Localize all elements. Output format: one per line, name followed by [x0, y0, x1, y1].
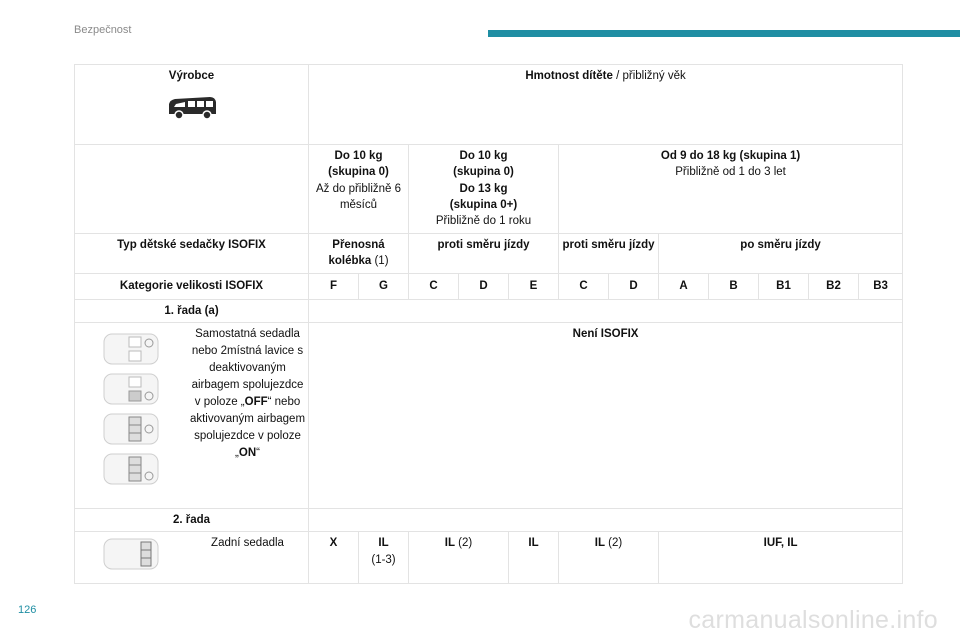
car-seat-diagram-icon	[103, 453, 159, 485]
size-class-cell: E	[509, 273, 559, 299]
group-0b-name: (skupina 0)	[453, 166, 514, 179]
empty-cell	[309, 508, 903, 531]
group-0a	[309, 145, 409, 234]
manufacturer-label: Výrobce	[168, 70, 215, 82]
row-2-desc-cell	[75, 532, 309, 584]
empty-cell	[75, 145, 309, 234]
row-1-seat-diagrams	[75, 323, 187, 485]
group-0a-weight: Do 10 kg	[334, 150, 383, 162]
row-2-e	[559, 532, 659, 584]
group-0a-age: Až do přibližně 6 měsíců	[315, 182, 402, 211]
row-1-value: Není ISOFIX	[309, 322, 903, 508]
group-0plus-name: (skupina 0+)	[449, 198, 518, 211]
weight-label: Hmotnost dítěte	[525, 70, 613, 82]
row-2-desc: Zadní sedadla	[211, 537, 284, 550]
size-class-cell: D	[459, 273, 509, 299]
car-seat-diagram-icon	[103, 413, 159, 445]
size-class-cell: D	[609, 273, 659, 299]
row-2-c-note: (2)	[454, 537, 473, 550]
rear-facing-b: proti směru jízdy	[559, 233, 659, 273]
rear-facing-a: proti směru jízdy	[409, 233, 559, 273]
size-class-cell: B1	[759, 273, 809, 299]
size-class-cell: A	[659, 273, 709, 299]
row-1-label: 1. řada (a)	[75, 299, 309, 322]
group-0a-name: (skupina 0)	[328, 166, 389, 179]
group-1	[559, 145, 903, 234]
size-class-cell: B2	[809, 273, 859, 299]
row-1-desc-text: Samostatná sedadla nebo 2místná lavice s deaktivovaným airbagem spolujezdce v poloze „	[191, 327, 304, 409]
page-number: 126	[18, 604, 37, 616]
row-2-g-value: IL	[378, 537, 389, 550]
row-2-e-note: (2)	[604, 537, 623, 550]
carrycot-cell	[309, 233, 409, 273]
size-class-cell: G	[359, 273, 409, 299]
group-0b-age: Přibližně do 1 roku	[435, 215, 532, 228]
empty-cell	[309, 299, 903, 322]
group-0plus-weight: Do 13 kg	[459, 182, 508, 195]
section-title: Bezpečnost	[74, 24, 132, 36]
rear-seat-diagram-icon	[103, 538, 159, 570]
car-seat-diagram-icon	[103, 333, 159, 365]
row-1-desc-cell	[75, 322, 309, 508]
manufacturer-cell	[75, 65, 309, 145]
weight-header	[309, 65, 903, 145]
row-2-label: 2. řada	[75, 508, 309, 531]
airbag-on-label: ON	[238, 447, 257, 460]
row-2-f: X	[309, 532, 359, 584]
carrycot-note: (1)	[371, 254, 389, 267]
group-1-age: Přibližně od 1 do 3 let	[675, 166, 786, 179]
size-class-label: Kategorie velikosti ISOFIX	[75, 273, 309, 299]
carrycot-label: Přenosná kolébka	[328, 238, 385, 267]
header-accent-bar	[488, 30, 960, 37]
row-2-c	[409, 532, 509, 584]
row-2-forward: IUF, IL	[659, 532, 903, 584]
airbag-off-label: OFF	[244, 396, 268, 409]
size-class-cell: B	[709, 273, 759, 299]
group-1-weight: Od 9 do 18 kg (skupina 1)	[660, 150, 801, 162]
seat-type-label: Typ dětské sedačky ISOFIX	[75, 233, 309, 273]
forward-facing: po směru jízdy	[659, 233, 903, 273]
size-class-cell: C	[409, 273, 459, 299]
isofix-table	[74, 64, 903, 584]
weight-age-label: / přibližný věk	[612, 70, 686, 82]
row-1-desc	[187, 323, 308, 465]
van-icon	[166, 94, 218, 122]
row-2-g-note: (1-3)	[371, 553, 396, 566]
watermark: carmanualsonline.info	[688, 606, 938, 634]
row-1-desc-text: “	[256, 447, 260, 460]
row-1-desc-text: “ nebo aktivovaným airbagem spolujezdce v poloze „	[189, 396, 306, 460]
row-2-c-value: IL	[444, 537, 455, 550]
car-seat-diagram-icon	[103, 373, 159, 405]
group-0b-weight: Do 10 kg	[459, 150, 508, 162]
row-2-d: IL	[509, 532, 559, 584]
row-2-e-value: IL	[594, 537, 605, 550]
size-class-cell: B3	[859, 273, 903, 299]
row-2-g	[359, 532, 409, 584]
group-0b	[409, 145, 559, 234]
size-class-cell: C	[559, 273, 609, 299]
size-class-cell: F	[309, 273, 359, 299]
